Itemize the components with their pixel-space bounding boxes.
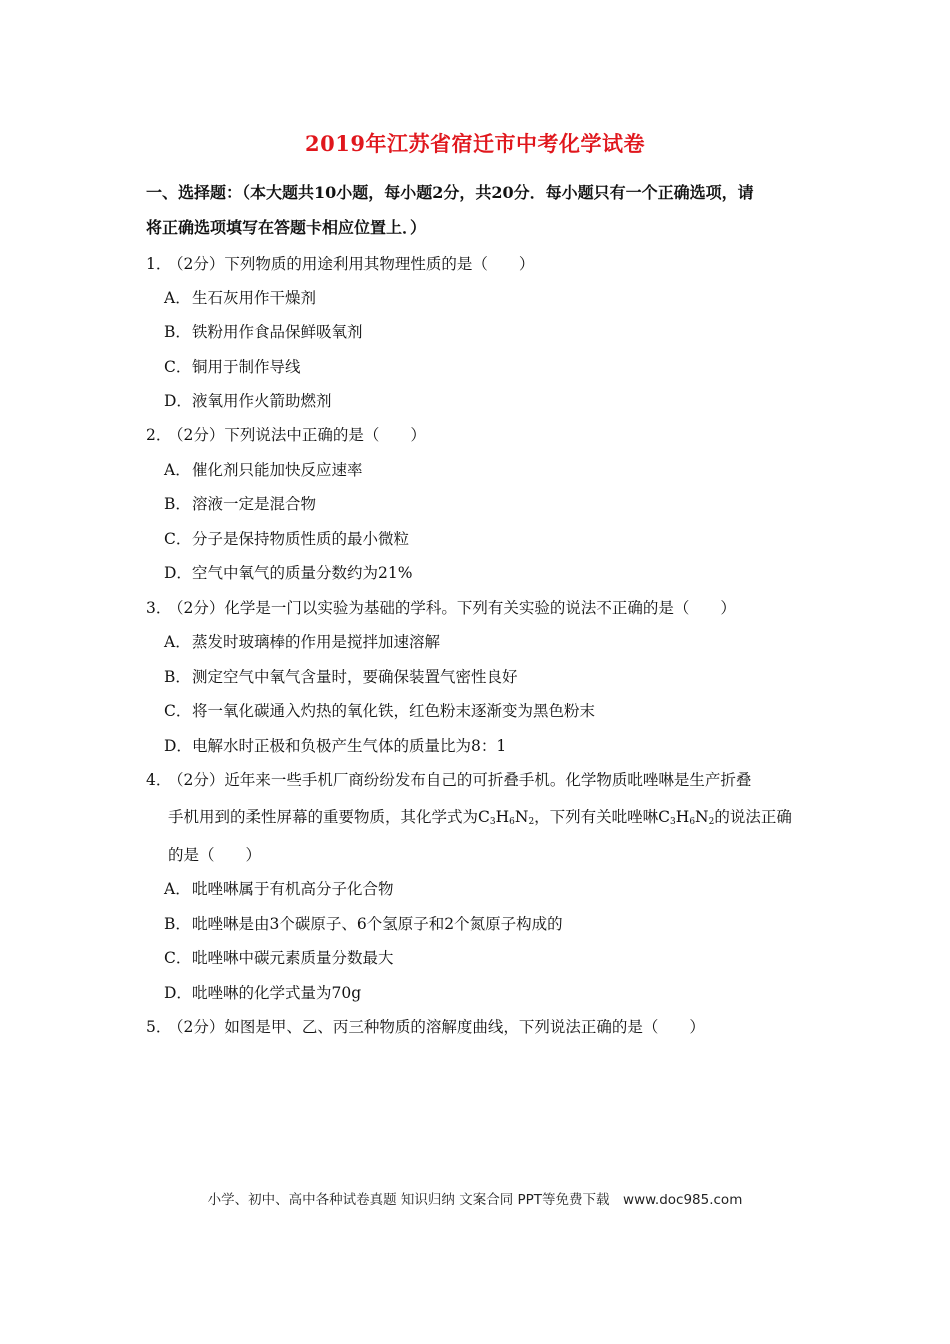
option-letter: B． — [164, 668, 191, 686]
option-letter: D． — [164, 392, 192, 410]
option-text: 将一氧化碳通入灼热的氧化铁，红色粉末逐渐变为黑色粉末 — [192, 702, 596, 720]
question-number: 5． — [146, 1018, 172, 1036]
option-text: 铁粉用作食品保鲜吸氧剂 — [192, 323, 363, 341]
question-4-option-c — [164, 946, 394, 970]
question-number: 1． — [146, 255, 172, 273]
formula-subscript: 3 — [670, 817, 676, 827]
option-text: 空气中氧气的质量分数约为21% — [192, 564, 413, 582]
question-stem: （2分）如图是甲、乙、丙三种物质的溶解度曲线，下列说法正确的是（ ） — [168, 1018, 705, 1036]
option-text: 吡唑啉中碳元素质量分数最大 — [192, 949, 394, 967]
option-text: 测定空气中氧气含量时，要确保装置气密性良好 — [192, 668, 518, 686]
question-text: ，下列有关吡唑啉C — [534, 808, 671, 826]
formula-element: H — [495, 808, 510, 826]
question-number: 2． — [146, 426, 172, 444]
formula-element: H — [675, 808, 690, 826]
formula-subscript: 6 — [689, 817, 696, 827]
question-stem: （2分）下列说法中正确的是（ ） — [168, 426, 426, 444]
formula-element: N — [514, 808, 529, 826]
page-title: 2019年江苏省宿迁市中考化学试卷 — [305, 131, 645, 156]
question-4 — [146, 768, 751, 792]
question-number: 3． — [146, 599, 172, 617]
question-text: 手机用到的柔性屏幕的重要物质，其化学式为C — [168, 808, 490, 826]
option-letter: A． — [164, 880, 191, 898]
option-text: 电解水时正极和负极产生气体的质量比为8：1 — [192, 737, 507, 755]
question-2-option-a — [164, 458, 363, 482]
option-letter: A． — [164, 289, 191, 307]
question-3 — [146, 596, 736, 620]
option-letter: B． — [164, 323, 191, 341]
formula-subscript: 3 — [489, 817, 496, 827]
option-letter: C． — [164, 358, 192, 376]
question-text: 的说法正确 — [714, 808, 792, 826]
option-letter: A． — [164, 633, 191, 651]
question-4-option-a — [164, 877, 394, 901]
option-letter: D． — [164, 737, 192, 755]
question-2-option-c — [164, 527, 409, 551]
question-4-line-2 — [168, 805, 792, 829]
option-text: 液氧用作火箭助燃剂 — [192, 392, 332, 410]
question-4-option-d — [164, 981, 361, 1005]
question-2-option-d — [164, 561, 412, 585]
option-text: 催化剂只能加快反应速率 — [192, 461, 363, 479]
option-letter: B． — [164, 915, 191, 933]
question-4-line-3: 的是（ ） — [168, 846, 262, 864]
formula-subscript: 2 — [528, 817, 535, 827]
question-1-option-b — [164, 320, 363, 344]
option-text: 吡唑啉属于有机高分子化合物 — [192, 880, 394, 898]
question-3-option-a — [164, 630, 440, 654]
option-letter: C． — [164, 949, 192, 967]
option-text: 吡唑啉的化学式量为70g — [192, 984, 362, 1002]
option-text: 分子是保持物质性质的最小微粒 — [192, 530, 410, 548]
option-letter: C． — [164, 702, 192, 720]
option-letter: C． — [164, 530, 192, 548]
question-number: 4． — [146, 771, 172, 789]
question-2 — [146, 423, 426, 447]
formula-subscript: 2 — [708, 817, 715, 827]
option-text: 溶液一定是混合物 — [192, 495, 317, 513]
question-3-option-b — [164, 665, 518, 689]
formula-subscript: 6 — [509, 817, 515, 827]
question-stem: （2分）下列物质的用途利用其物理性质的是（ ） — [168, 255, 535, 273]
option-text: 生石灰用作干燥剂 — [192, 289, 317, 307]
option-text: 蒸发时玻璃棒的作用是搅拌加速溶解 — [192, 633, 441, 651]
option-letter: D． — [164, 984, 192, 1002]
section-heading-line-2: 将正确选项填写在答题卡相应位置上．） — [146, 218, 427, 237]
page-footer: 小学、初中、高中各种试卷真题 知识归纳 文案合同 PPT等免费下载 www.doc985.com — [207, 1192, 743, 1208]
option-letter: D． — [164, 564, 192, 582]
formula-element: N — [695, 808, 709, 826]
section-heading-line-1: 一、选择题：（本大题共10小题，每小题2分，共20分．每小题只有一个正确选项，请 — [146, 183, 754, 202]
option-text: 铜用于制作导线 — [192, 358, 301, 376]
question-1 — [146, 252, 534, 276]
question-5 — [146, 1015, 705, 1039]
question-3-option-d — [164, 734, 506, 758]
option-text: 吡唑啉是由3个碳原子、6个氢原子和2个氮原子构成的 — [192, 915, 563, 933]
question-1-option-a — [164, 286, 316, 310]
question-3-option-c — [164, 699, 595, 723]
question-stem: （2分）近年来一些手机厂商纷纷发布自己的可折叠手机。化学物质吡唑啉是生产折叠 — [168, 771, 752, 789]
option-letter: B． — [164, 495, 191, 513]
question-2-option-b — [164, 492, 316, 516]
option-letter: A． — [164, 461, 191, 479]
question-4-option-b — [164, 912, 563, 936]
question-1-option-d — [164, 389, 332, 413]
question-1-option-c — [164, 355, 301, 379]
question-stem: （2分）化学是一门以实验为基础的学科。下列有关实验的说法不正确的是（ ） — [168, 599, 736, 617]
